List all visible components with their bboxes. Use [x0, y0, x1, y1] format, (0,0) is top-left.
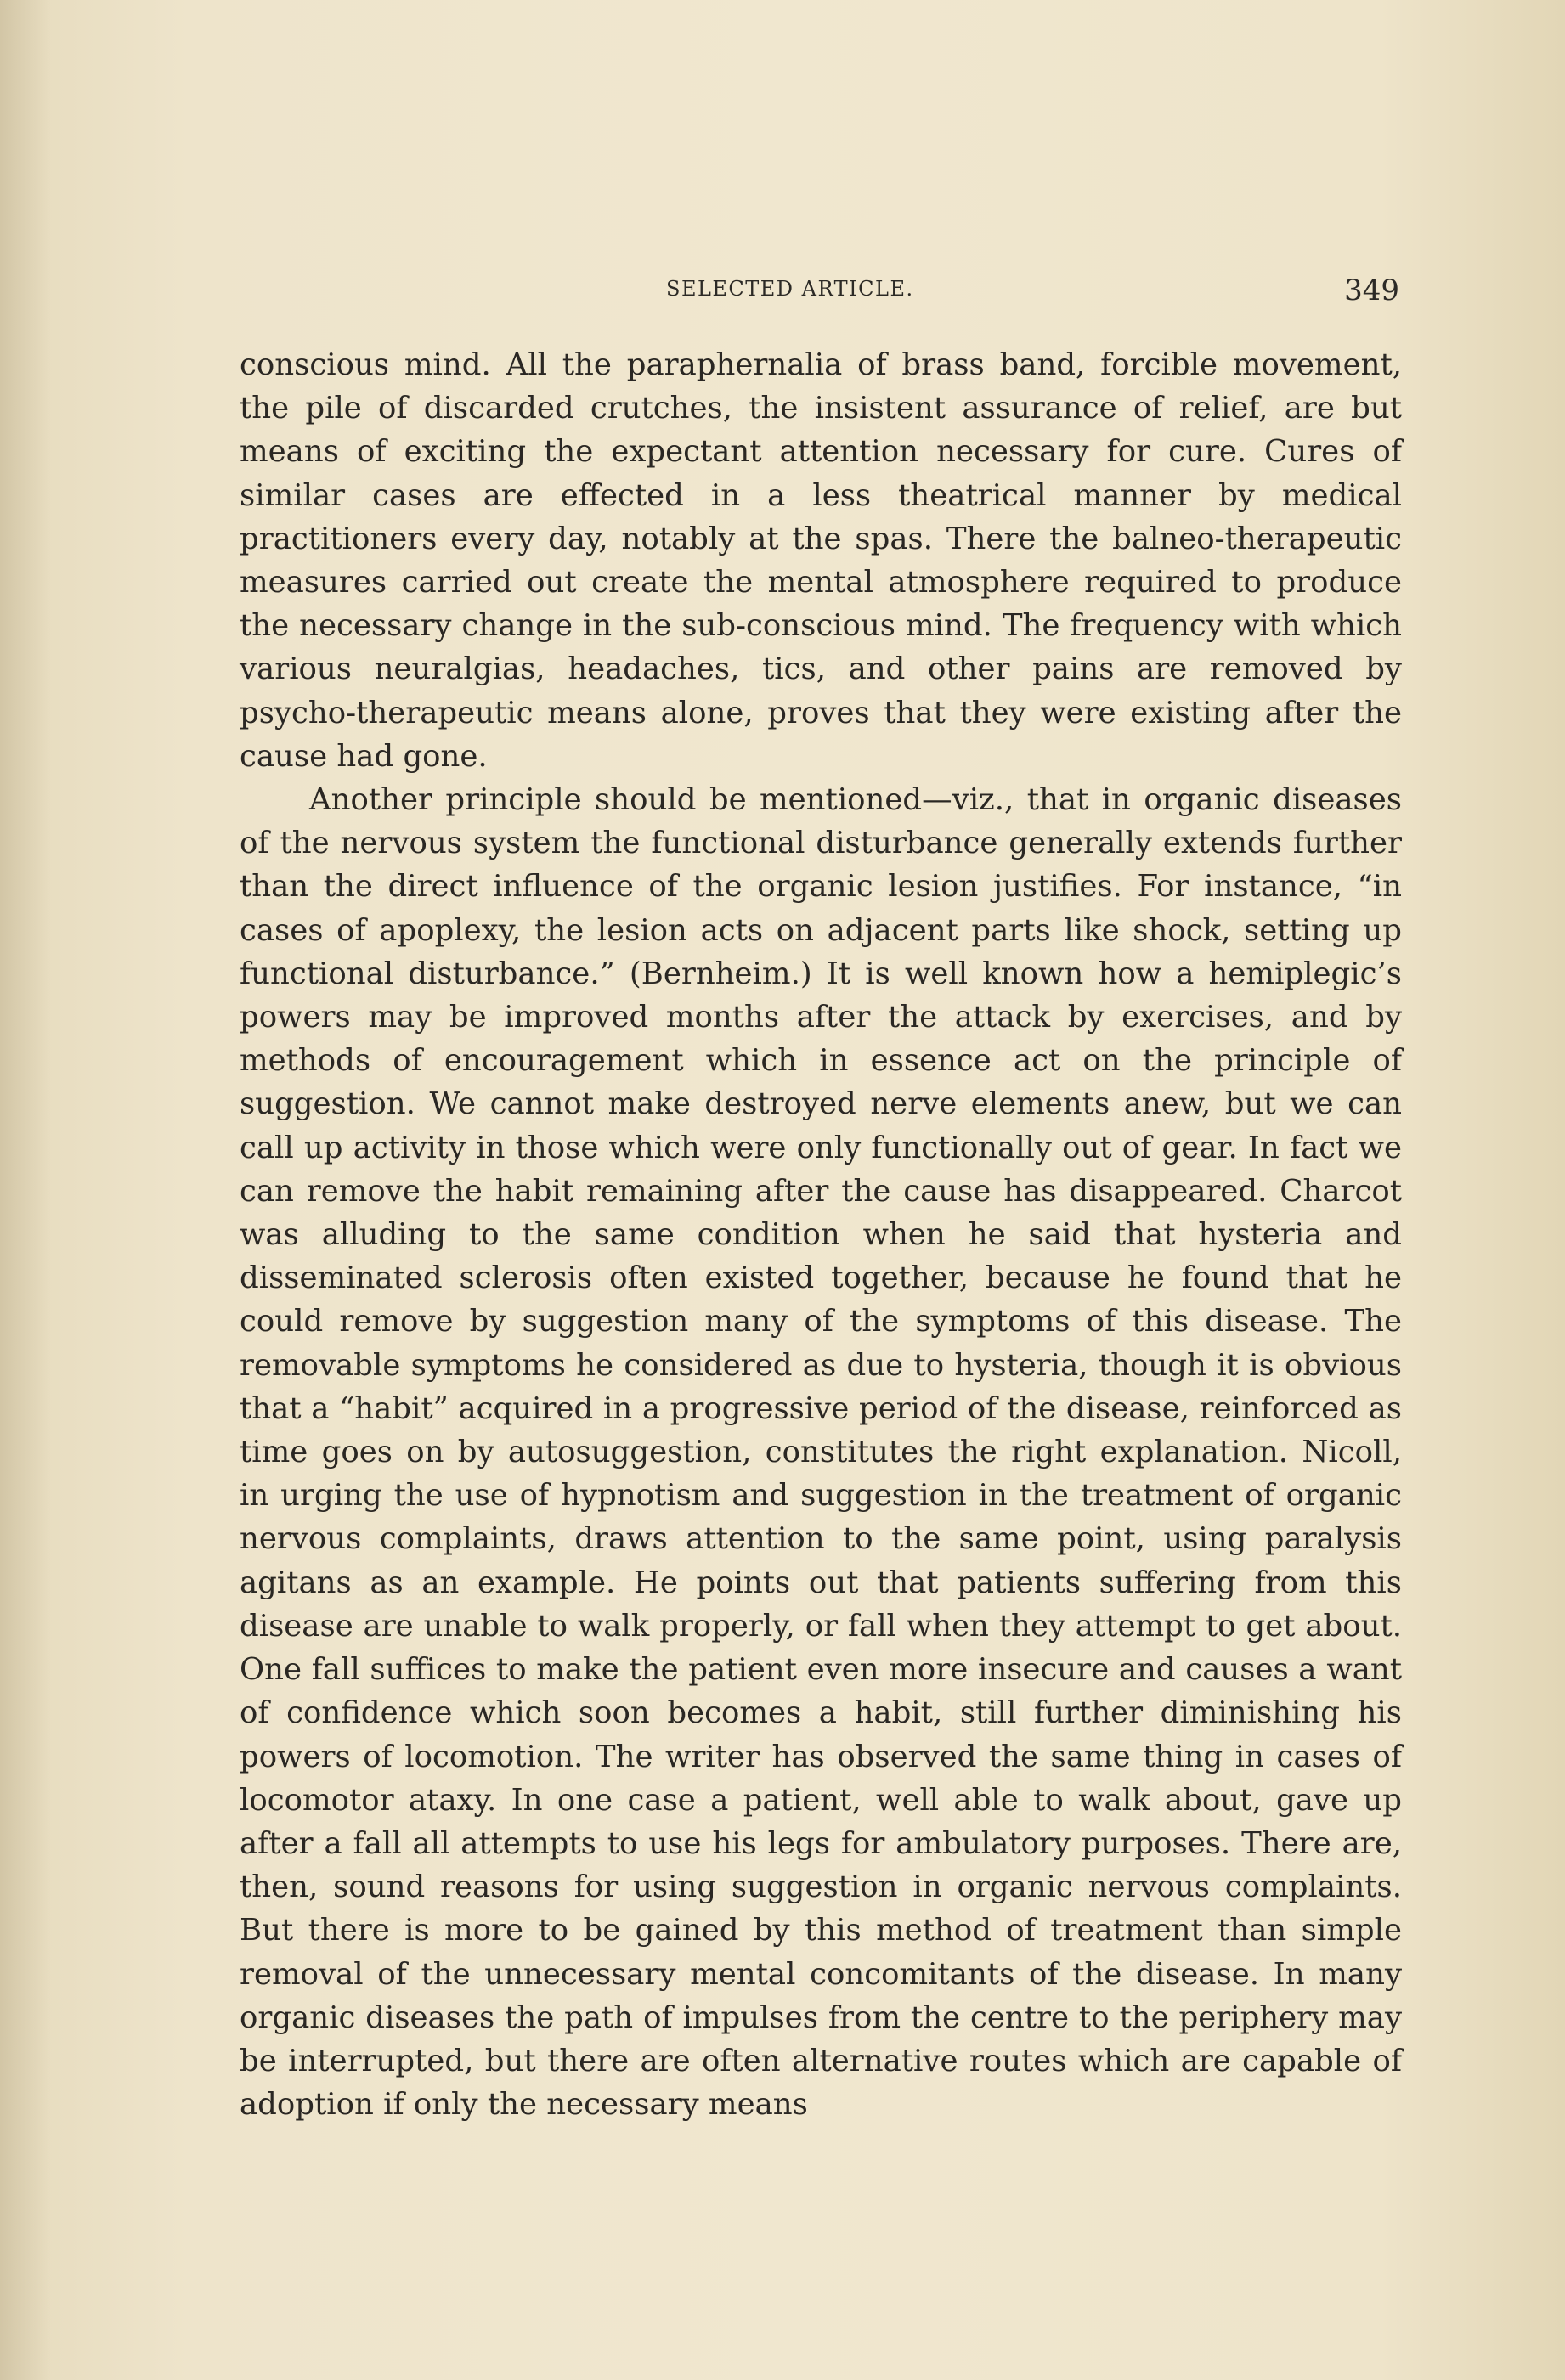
page-header	[0, 274, 1565, 314]
body-text	[240, 343, 1402, 2126]
page-number: 349	[1344, 274, 1399, 307]
binding-shadow	[0, 0, 51, 2380]
paragraph-continuation: conscious mind. All the paraphernalia of brass band, forcible movement, the pile of discarded crutches, the insistent assurance of relief, are but means of exciting the expectant attention necessary for cure. Cures of similar cases are effected in a less theatrical manner by medical practitioners every day, notably at the spas. There the balneo-therapeutic measures carried out create the mental atmosphere required to produce the necessary change in the sub-conscious mind. The frequency with which various neuralgias, headaches, tics, and other pains are removed by psycho-therapeutic means alone, proves that they were existing after the cause had gone.	[240, 347, 1402, 774]
paragraph: Another principle should be mentioned—viz., that in organic diseases of the nervous system the functional disturbance generally extends further than the direct influence of the organic lesion justifies. For instance, “in cases of apoplexy, the lesion acts on adjacent parts like shock, setting up functional disturbance.” (Bernheim.) It is well known how a hemiplegic’s powers may be improved months after the attack by exercises, and by methods of encouragement which in essence act on the principle of suggestion. We cannot make destroyed nerve elements anew, but we can call up activity in those which were only functionally out of gear. In fact we can remove the habit remaining after the cause has disappeared. Charcot was alluding to the same condition when he said that hysteria and disseminated sclerosis often existed together, because he found that he could remove by suggestion many of the symptoms of this disease. The removable symptoms he considered as due to hysteria, though it is obvious that a “habit” acquired in a progressive period of the disease, reinforced as time goes on by autosuggestion, constitutes the right explanation. Nicoll, in urging the use of hypnotism and suggestion in the treatment of organic nervous complaints, draws attention to the same point, using paralysis agitans as an example. He points out that patients suffering from this disease are unable to walk properly, or fall when they attempt to get about. One fall suffices to make the patient even more insecure and causes a want of confidence which soon becomes a habit, still further diminishing his powers of locomotion. The writer has observed the same thing in cases of locomotor ataxy. In one case a patient, well able to walk about, gave up after a fall all attempts to use his legs for ambulatory purposes. There are, then, sound reasons for using suggestion in organic nervous complaints. But there is more to be gained by this method of treatment than simple removal of the unnecessary mental concomitants of the disease. In many organic diseases the path of impulses from the centre to the periphery may be interrupted, but there are often alternative routes which are capable of adoption if only the necessary means	[240, 782, 1402, 2123]
running-head: SELECTED ARTICLE.	[666, 277, 914, 301]
